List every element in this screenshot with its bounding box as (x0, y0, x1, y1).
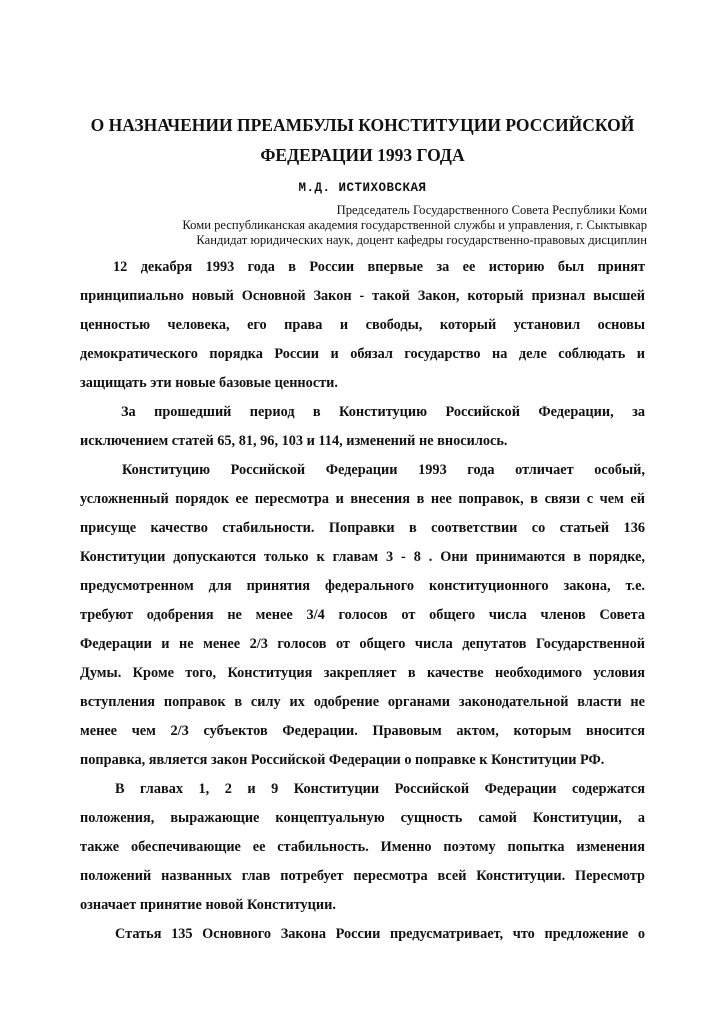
text-line: менее чем 2/3 субъектов Федерации. Правовым актом, которым вносится (80, 723, 645, 739)
paragraph (80, 398, 645, 456)
text-line: защищать эти новые базовые ценности. (80, 375, 338, 391)
text-line: В главах 1, 2 и 9 Конституции Российской Федерации содержатся (115, 781, 645, 797)
article-body (80, 253, 645, 949)
text-line: положения, выражающие концептуальную сущность самой Конституции, а (80, 810, 645, 826)
text-line: Конституции допускаются только к главам 3 - 8 . Они принимаются в порядке, (80, 549, 645, 565)
text-line: Статья 135 Основного Закона России предусматривает, что предложение о (115, 926, 645, 942)
paragraph (80, 253, 645, 398)
affiliation-line: Кандидат юридических наук, доцент кафедры государственно-правовых дисциплин (196, 233, 647, 247)
text-line: усложненный порядок ее пересмотра и внесения в нее поправок, в связи с чем ей (80, 491, 645, 507)
text-line: демократического порядка России и обязал государство на деле соблюдать и (80, 346, 645, 362)
affiliation-line: Коми республиканская академия государственной службы и управления, г. Сыктывкар (182, 218, 647, 232)
text-line: поправка, является закон Российской Федерации о поправке к Конституции РФ. (80, 752, 605, 768)
text-line: ценностью человека, его права и свободы, который установил основы (80, 317, 645, 333)
author-name: М.Д. ИСТИХОВСКАЯ (298, 181, 427, 195)
text-line: вступления поправок в силу их одобрение органами законодательной власти не (80, 694, 645, 710)
text-line: требуют одобрения не менее 3/4 голосов от общего числа членов Совета (80, 607, 645, 623)
text-line: положений названных глав потребует пересмотра всей Конституции. Пересмотр (80, 868, 645, 884)
text-line: присуще качество стабильности. Поправки в соответствии со статьей 136 (80, 520, 645, 536)
text-line: Думы. Кроме того, Конституция закрепляет в качестве необходимого условия (80, 665, 645, 681)
page-title (60, 110, 665, 170)
text-line: означает принятие новой Конституции. (80, 897, 336, 913)
text-line: исключением статей 65, 81, 96, 103 и 114, изменений не вносилось. (80, 433, 508, 449)
text-line: Федерации и не менее 2/3 голосов от общего числа депутатов Государственной (80, 636, 645, 652)
text-line: предусмотренном для принятия федерального конституционного закона, т.е. (80, 578, 645, 594)
paragraph (80, 456, 645, 775)
text-line: Конституцию Российской Федерации 1993 года отличает особый, (122, 462, 645, 478)
title-line: О НАЗНАЧЕНИИ ПРЕАМБУЛЫ КОНСТИТУЦИИ РОССИЙСКОЙ (90, 115, 635, 135)
text-line: принципиально новый Основной Закон - такой Закон, который признал высшей (80, 288, 645, 304)
affiliation-line: Председатель Государственного Совета Республики Коми (336, 203, 647, 217)
text-line: За прошедший период в Конституцию Российской Федерации, за (121, 404, 645, 420)
title-line: ФЕДЕРАЦИИ 1993 ГОДА (260, 145, 465, 165)
paragraph (80, 775, 645, 920)
paragraph (80, 920, 645, 949)
text-line: 12 декабря 1993 года в России впервые за ее историю был принят (113, 259, 645, 275)
text-line: также обеспечивающие ее стабильность. Именно поэтому попытка изменения (80, 839, 645, 855)
